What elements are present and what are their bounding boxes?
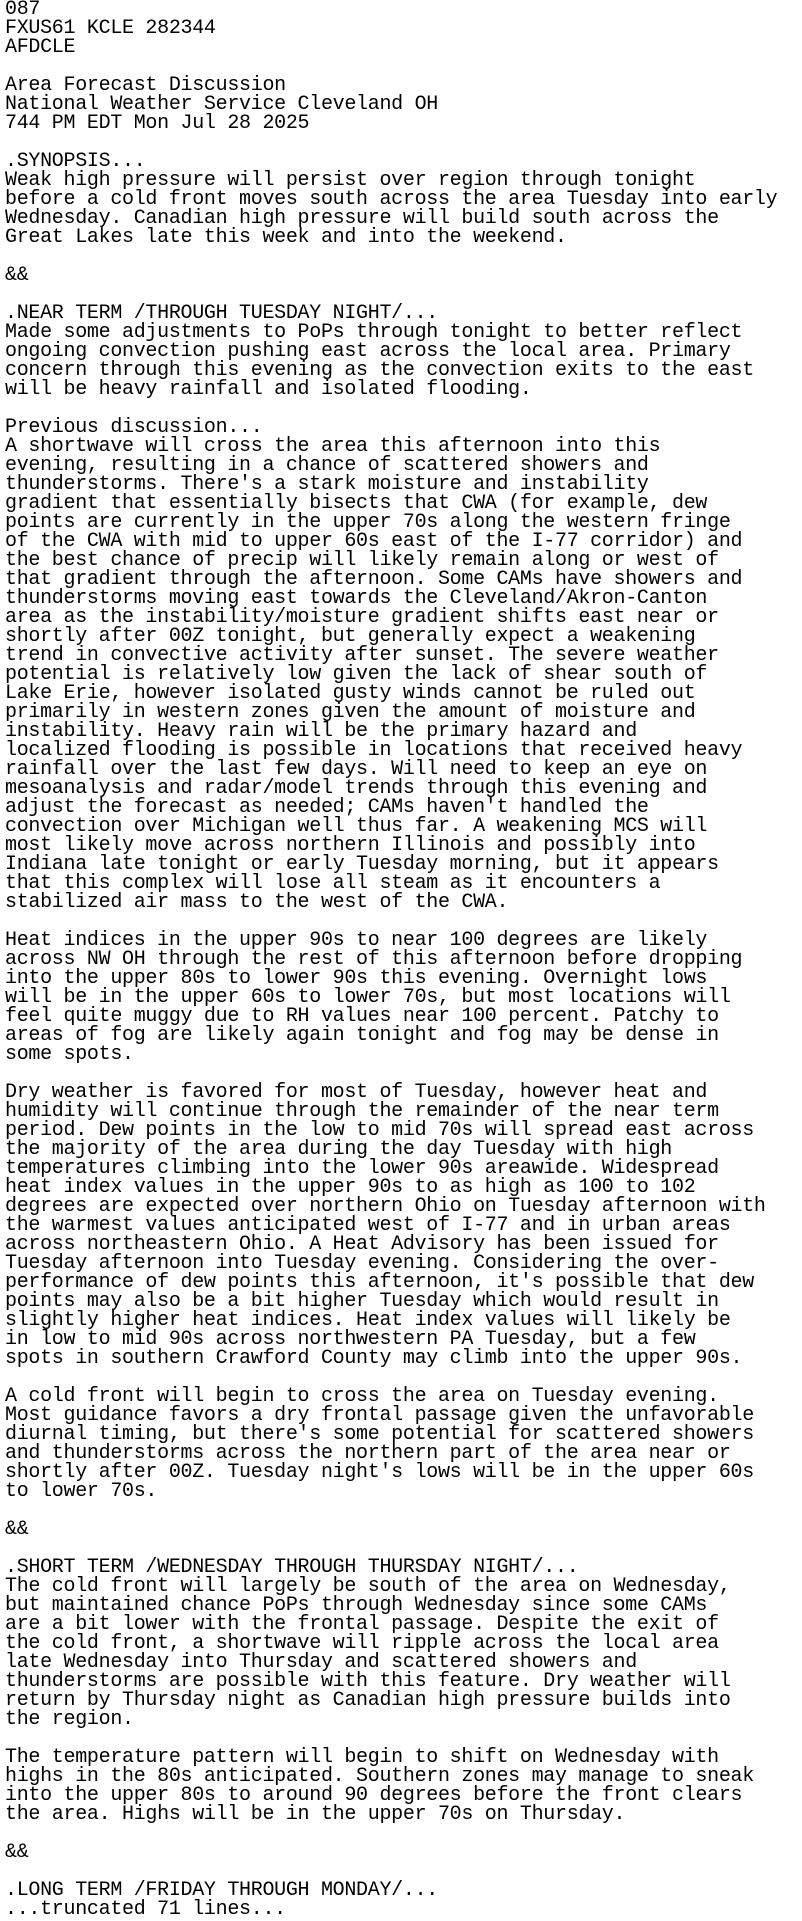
text-line: shortly after 00Z. Tuesday night's lows will be in the upper 60s [5,1461,754,1484]
text-line: will be in the upper 60s to lower 70s, but most locations will [5,986,731,1009]
text-line: ...truncated 71 lines... [5,1898,286,1921]
text-line: 087 [5,0,41,21]
text-line: return by Thursday night as Canadian high pressure builds into [5,1689,731,1712]
text-line: Previous discussion... [5,416,263,439]
text-line: Dry weather is favored for most of Tuesday, however heat and [5,1081,708,1104]
text-line: ongoing convection pushing east across the local area. Primary [5,340,731,363]
text-line: stabilized air mass to the west of the CWA. [5,891,509,914]
text-line: points may also be a bit higher Tuesday which would result in [5,1290,719,1313]
text-line: concern through this evening as the convection exits to the east [5,359,754,382]
text-line: Great Lakes late this week and into the weekend. [5,226,567,249]
text-line: National Weather Service Cleveland OH [5,93,438,116]
text-line: areas of fog are likely again tonight and fog may be dense in [5,1024,719,1047]
text-line: evening, resulting in a chance of scattered showers and [5,454,649,477]
text-line: highs in the 80s anticipated. Southern zones may manage to sneak [5,1765,754,1788]
text-line: Most guidance favors a dry frontal passage given the unfavorable [5,1404,754,1427]
text-line: Wednesday. Canadian high pressure will build south across the [5,207,719,230]
text-line: thunderstorms. There's a stark moisture and instability [5,473,649,496]
text-line: degrees are expected over northern Ohio on Tuesday afternoon with [5,1195,766,1218]
text-line: feel quite muggy due to RH values near 100 percent. Patchy to [5,1005,719,1028]
text-line: Made some adjustments to PoPs through tonight to better reflect [5,321,743,344]
blank-line [5,247,802,266]
text-line: spots in southern Crawford County may climb into the upper 90s. [5,1347,743,1370]
text-line: AFDCLE [5,36,76,59]
text-line: Indiana late tonight or early Tuesday morning, but it appears [5,853,719,876]
blank-line [5,1501,802,1520]
text-line: late Wednesday into Thursday and scattered showers and [5,1651,637,1674]
text-line: .LONG TERM /FRIDAY THROUGH MONDAY/... [5,1879,438,1902]
text-line: && [5,1841,29,1864]
text-line: and thunderstorms across the northern part of the area near or [5,1442,731,1465]
text-line: area as the instability/moisture gradient shifts east near or [5,606,719,629]
text-line: thunderstorms moving east towards the Cleveland/Akron-Canton [5,587,708,610]
text-line: into the upper 80s to around 90 degrees before the front clears [5,1784,743,1807]
text-line: in low to mid 90s across northwestern PA Tuesday, but a few [5,1328,696,1351]
text-line: into the upper 80s to lower 90s this evening. Overnight lows [5,967,708,990]
text-line: convection over Michigan well thus far. A weakening MCS will [5,815,708,838]
text-line: mesoanalysis and radar/model trends through this evening and [5,777,708,800]
text-line: the warmest values anticipated west of I-77 and in urban areas [5,1214,731,1237]
blank-line [5,1824,802,1843]
text-line: The temperature pattern will begin to shift on Wednesday with [5,1746,719,1769]
text-line: Area Forecast Discussion [5,74,286,97]
text-line: gradient that essentially bisects that CWA (for example, dew [5,492,708,515]
text-line: before a cold front moves south across the area Tuesday into early [5,188,778,211]
text-line: Tuesday afternoon into Tuesday evening. Considering the over- [5,1252,719,1275]
text-line: performance of dew points this afternoon, it's possible that dew [5,1271,754,1294]
text-line: .SHORT TERM /WEDNESDAY THROUGH THURSDAY NIGHT/... [5,1556,579,1579]
forecast-discussion-text [5,0,802,1919]
text-line: Heat indices in the upper 90s to near 100 degrees are likely [5,929,708,952]
text-line: across NW OH through the rest of this afternoon before dropping [5,948,743,971]
text-line: of the CWA with mid to upper 60s east of the I-77 corridor) and [5,530,743,553]
text-line: the region. [5,1708,134,1731]
text-line: that this complex will lose all steam as it encounters a [5,872,661,895]
text-line: most likely move across northern Illinois and possibly into [5,834,696,857]
text-line: primarily in western zones given the amount of moisture and [5,701,696,724]
text-line: the best chance of precip will likely remain along or west of [5,549,719,572]
text-line: Weak high pressure will persist over region through tonight [5,169,696,192]
text-line: heat index values in the upper 90s to as high as 100 to 102 [5,1176,696,1199]
text-line: A cold front will begin to cross the area on Tuesday evening. [5,1385,719,1408]
text-line: potential is relatively low given the lack of shear south of [5,663,708,686]
text-line: shortly after 00Z tonight, but generally expect a weakening [5,625,696,648]
text-line: to lower 70s. [5,1480,158,1503]
text-line: localized flooding is possible in locations that received heavy [5,739,743,762]
text-line: instability. Heavy rain will be the primary hazard and [5,720,637,743]
text-line: points are currently in the upper 70s along the western fringe [5,511,731,534]
text-line: && [5,264,29,287]
text-line: && [5,1518,29,1541]
text-line: trend in convective activity after sunset. The severe weather [5,644,719,667]
text-line: are a bit lower with the frontal passage. Despite the exit of [5,1613,719,1636]
text-line: that gradient through the afternoon. Some CAMs have showers and [5,568,743,591]
text-line: The cold front will largely be south of the area on Wednesday, [5,1575,731,1598]
text-line: some spots. [5,1043,134,1066]
text-line: but maintained chance PoPs through Wednesday since some CAMs [5,1594,708,1617]
text-line: .SYNOPSIS... [5,150,146,173]
text-line: A shortwave will cross the area this afternoon into this [5,435,661,458]
text-line: Lake Erie, however isolated gusty winds cannot be ruled out [5,682,696,705]
text-line: humidity will continue through the remainder of the near term [5,1100,719,1123]
text-line: the majority of the area during the day Tuesday with high [5,1138,673,1161]
text-line: will be heavy rainfall and isolated flooding. [5,378,532,401]
text-line: diurnal timing, but there's some potential for scattered showers [5,1423,754,1446]
text-line: .NEAR TERM /THROUGH TUESDAY NIGHT/... [5,302,438,325]
text-line: 744 PM EDT Mon Jul 28 2025 [5,112,310,135]
text-line: FXUS61 KCLE 282344 [5,17,216,40]
text-line: the area. Highs will be in the upper 70s on Thursday. [5,1803,626,1826]
text-line: period. Dew points in the low to mid 70s will spread east across [5,1119,754,1142]
text-line: temperatures climbing into the lower 90s areawide. Widespread [5,1157,719,1180]
text-line: the cold front, a shortwave will ripple across the local area [5,1632,719,1655]
text-line: rainfall over the last few days. Will need to keep an eye on [5,758,708,781]
text-line: across northeastern Ohio. A Heat Advisory has been issued for [5,1233,719,1256]
text-line: slightly higher heat indices. Heat index values will likely be [5,1309,731,1332]
text-line: thunderstorms are possible with this feature. Dry weather will [5,1670,731,1693]
text-line: adjust the forecast as needed; CAMs haven't handled the [5,796,649,819]
